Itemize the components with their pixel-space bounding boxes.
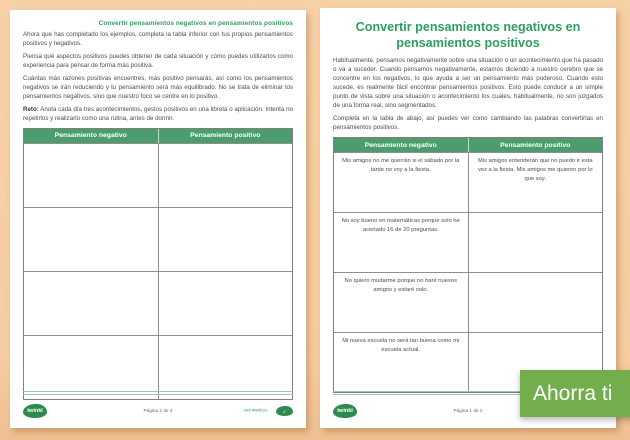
paragraph: Completa en la tabla de abajo, así puedes ver como cambiando las palabras convertirlas en pensamientos positivos. [333,115,603,132]
negative-thought-cell: Mi nueva escuela no será tan buena como mi escuela actual. [342,338,460,354]
negative-thought-cell: No quiero mudarme porque no haré nuevos amigos y estaré solo. [344,278,457,294]
page-number: Página 2 de 2 [143,408,173,414]
paragraph: Ahora que has completado los ejemplos, completa la tabla inferior con tus propios pensamientos positivos y negativos. [23,31,293,47]
page-footer [23,401,293,421]
table-row [24,335,292,399]
worksheet-page-2 [10,10,306,428]
table-header-row [334,138,602,152]
paragraph: Cuántas más razones positivas encuentres, más positivo pensarás, así como los pensamientos negativos se irán reduciendo y tu pensamiento será más equilibrado. No se trata de eliminar los pensamientos negativos, sino que nuestro foco se centre en lo positivo. [23,74,293,100]
empty-cell [158,336,293,399]
challenge-text: Anota cada día tres acontecimientos, gestos positivos en una libreta o aplicación. Intenta no repetirlos y realizarlo como una rutina, antes de dormir. [23,105,293,122]
empty-cell [158,272,293,335]
table-row [24,271,292,335]
positive-thought-cell [468,273,603,332]
empty-cell [24,272,158,335]
table-header-row [24,129,292,143]
empty-cell [24,336,158,399]
column-header-negative: Pensamiento negativo [54,132,127,140]
blank-thoughts-table [23,128,293,400]
column-header-positive: Pensamiento positivo [468,138,603,152]
negative-thought-cell: Mis amigos no me querrán si el sábado por la tarde no voy a la fiesta. [342,158,460,174]
page-number: Página 1 de 2 [453,408,483,414]
negative-thought-cell: No soy bueno en matemáticas porque solo he acertado 16 de 20 preguntas. [341,218,460,234]
table-row [24,207,292,271]
paragraph: Piensa qué aspectos positivos puedes obtener de cada situación y cómo puedes utilizarlos como experiencia para pensar de forma más positiva. [23,52,293,69]
empty-cell [24,144,158,207]
site-link-label: visit twinkl.es [243,408,268,414]
table-row [334,152,602,212]
table-row [334,272,602,332]
worksheet-title: Convertir pensamientos negativos en pensamientos positivos [355,20,581,50]
page-header-title: Convertir pensamientos negativos en pensamientos positivos [98,20,293,27]
twinkl-logo: twinkl [23,404,47,418]
empty-cell [158,208,293,271]
positive-thought-cell [468,213,603,272]
promo-banner[interactable] [520,370,630,417]
empty-cell [24,208,158,271]
footer-site-area [238,406,293,416]
column-header-positive: Pensamiento positivo [158,129,293,143]
worksheet-page-1 [320,8,616,428]
positive-thought-cell: Mis amigos entenderán que no puedo ir esta vez a la fiesta. Mis amigos me quieren por lo que soy. [468,153,603,212]
example-thoughts-table [333,137,603,393]
paragraph: Habitualmente, pensamos negativamente sobre una situación o un acontecimiento que ha pasado o va a suceder. Cuando pensamos negativamente, estamos diciendo a nuestro cerebro que se concentre en los negativos, lo que ayuda a ser un pensamiento más poderoso. Cuando esto sucede, es realmente fácil encontrar pensamientos positivos. Esto puede conducir a un simple punto de vista sobre una situación o acontecimiento los cuales, habitualmente, no son juzgados de una forma real, sino segmentados. [333,57,603,110]
challenge-label: Reto: [23,105,39,113]
challenge-paragraph [23,106,293,124]
twinkl-logo-small: ✓ [276,406,293,416]
promo-banner-label: Ahorra ti [533,381,613,405]
column-header-negative: Pensamiento negativo [364,141,437,149]
table-row [334,212,602,272]
twinkl-logo: twinkl [333,404,357,418]
footer-divider [23,391,293,395]
table-row [24,143,292,207]
empty-cell [158,144,293,207]
